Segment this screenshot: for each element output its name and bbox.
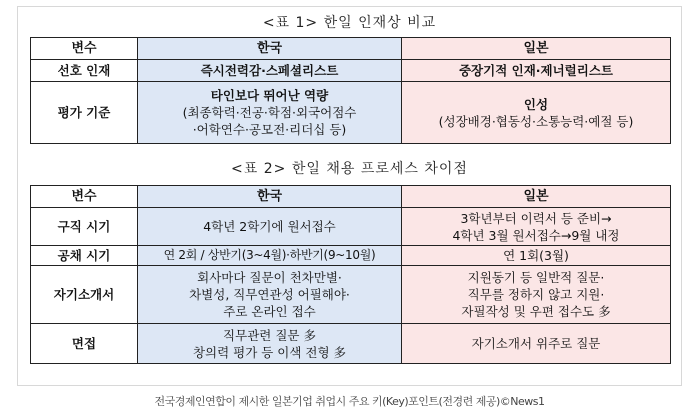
table-row	[31, 82, 671, 144]
table2-header-variable: 변수	[31, 186, 138, 208]
table1-header-variable: 변수	[31, 38, 138, 60]
cell-line: 자기소개서 위주로 질문	[471, 336, 601, 351]
table2	[30, 185, 671, 364]
cell-line: 3학년부터 이력서 등 준비→	[460, 210, 612, 226]
korea-cell	[138, 60, 402, 82]
row-label: 평가 기준	[31, 82, 138, 144]
korea-cell	[138, 208, 402, 246]
korea-cell	[138, 266, 402, 324]
cell-line: 회사마다 질문이 천차만별·	[197, 270, 342, 285]
korea-cell	[138, 246, 402, 266]
cell-line: 창의력 평가 등 이색 전형 多	[192, 344, 347, 360]
cell-line: ·어학연수·공모전·리더십 등)	[192, 122, 347, 137]
row-label: 선호 인재	[31, 60, 138, 82]
cell-line: 즉시전력감·스페셜리스트	[200, 63, 339, 78]
cell-line: 차별성, 직무연관성 어필해야·	[189, 287, 350, 302]
table-row	[31, 60, 671, 82]
table-row	[31, 246, 671, 266]
cell-line: 주로 온라인 접수	[223, 304, 316, 319]
korea-cell	[138, 82, 402, 144]
japan-cell	[402, 60, 671, 82]
cell-line: (최종학력·전공·학점·외국어점수	[182, 105, 357, 120]
cell-line: 타인보다 뛰어난 역량	[210, 88, 329, 103]
table1-title: <표 1> 한일 인재상 비교	[262, 15, 437, 31]
cell-line: 인성	[523, 96, 549, 112]
korea-cell	[138, 324, 402, 364]
table2-header-korea: 한국	[138, 186, 402, 208]
cell-line: 연 2회 / 상반기(3~4월)·하반기(9~10월)	[163, 248, 376, 262]
japan-cell	[402, 324, 671, 364]
row-label: 공채 시기	[31, 246, 138, 266]
japan-cell	[402, 208, 671, 246]
table-row	[31, 324, 671, 364]
cell-line: (성장배경·협동성·소통능력·예절 등)	[438, 113, 634, 129]
table2-header-japan: 일본	[402, 186, 671, 208]
row-label: 구직 시기	[31, 208, 138, 246]
table1	[30, 37, 671, 144]
table2-title: <표 2> 한일 채용 프로세스 차이점	[231, 161, 468, 177]
cell-line: 자필작성 및 우편 접수도 多	[461, 304, 611, 319]
cell-line: 4학년 2학기에 원서접수	[203, 219, 336, 234]
table1-header-korea: 한국	[138, 38, 402, 60]
cell-line: 연 1회(3월)	[503, 248, 569, 263]
japan-cell	[402, 266, 671, 324]
table-row	[31, 208, 671, 246]
table-row	[31, 266, 671, 324]
cell-line: 중장기적 인재·제너럴리스트	[458, 63, 613, 78]
table1-header-japan: 일본	[402, 38, 671, 60]
cell-line: 지원동기 등 일반적 질문·	[467, 270, 605, 285]
cell-line: 직무를 정하지 않고 지원·	[467, 287, 605, 302]
row-label: 면접	[31, 324, 138, 364]
image-caption: 전국경제인연합이 제시한 일본기업 취업시 주요 키(Key)포인트(전경련 제공)©News1	[154, 395, 545, 408]
japan-cell	[402, 82, 671, 144]
row-label: 자기소개서	[31, 266, 138, 324]
cell-line: 직무관련 질문 多	[223, 327, 316, 343]
cell-line: 4학년 3월 원서접수→9월 내정	[452, 227, 620, 243]
japan-cell	[402, 246, 671, 266]
